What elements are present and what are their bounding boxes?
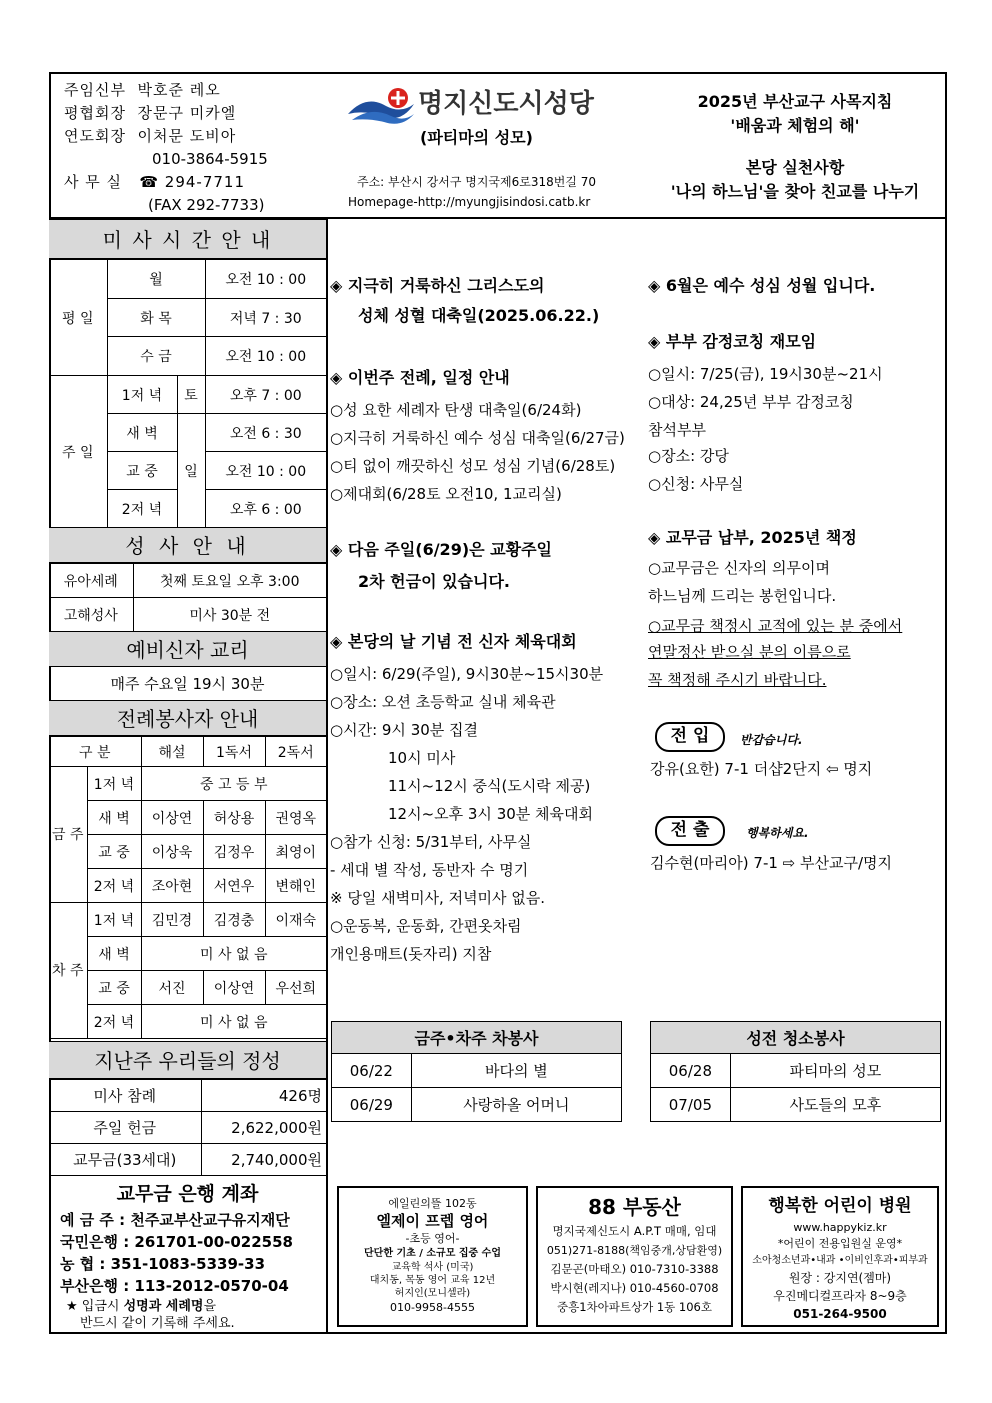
ad-line: 051)271-8188(책임중개,상담환영) [546, 1244, 723, 1257]
mass-time: 오후 7 : 00 [205, 376, 326, 414]
news-item: ○참가 신청: 5/31부터, 사무실 [330, 833, 532, 851]
ad-kids-hospital [741, 1186, 939, 1327]
liturgy-reader-1: 서연우 [203, 869, 265, 903]
liturgy-reader-2: 변해인 [265, 869, 326, 903]
news-heading: ◈ 이번주 전례, 일정 안내 [330, 368, 510, 387]
liturgy-mass: 새 벽 [87, 937, 141, 971]
tea-group: 바다의 별 [411, 1054, 621, 1088]
sacrament-key: 고해성사 [49, 598, 133, 632]
tea-title: 금주•차주 차봉사 [332, 1022, 622, 1054]
mass-time: 오후 6 : 00 [205, 490, 326, 528]
sunday-label: 주 일 [49, 376, 107, 528]
ad-line: 김문곤(마태오) 010-7310-3388 [550, 1262, 719, 1276]
move-in-greeting: 반갑습니다. [740, 733, 803, 747]
news-item: ○신청: 사무실 [648, 475, 744, 493]
ad-line: 원장 : 강지연(젬마) [788, 1271, 892, 1285]
news-item: - 세대 별 작성, 동반자 수 명기 [330, 861, 529, 879]
guide-line-2: '배움과 체험의 해' [730, 116, 860, 135]
liturgy-mass: 2저 녁 [87, 1005, 141, 1039]
sacrament-title: 성 사 안 내 [49, 527, 326, 563]
news-item: ○교무금은 신자의 의무이며 [648, 559, 831, 577]
tea-service-table [331, 1021, 622, 1122]
liturgy-reader-2: 권영옥 [265, 801, 326, 835]
this-week-label: 금 주 [49, 767, 87, 903]
practice-line-1: 본당 실천사항 [745, 158, 845, 177]
news-item: 참석부부 [648, 421, 706, 439]
office-row: 사 무 실 ☎ 294-7711 [64, 173, 245, 191]
move-out-badge: 전 출 [655, 816, 725, 846]
news-heading: ◈ 교무금 납부, 2025년 책정 [648, 528, 857, 547]
mass-time: 오전 10 : 00 [205, 337, 326, 376]
news-heading: ◈ 지극히 거룩하신 그리스도의 [330, 276, 545, 295]
move-out-greeting: 행복하세요. [746, 826, 809, 840]
next-week-label: 차 주 [49, 903, 87, 1039]
news-heading: ◈ 부부 감정코칭 재모임 [648, 332, 817, 351]
ad-line: 단단한 기초 / 소규모 집중 수업 [364, 1248, 501, 1259]
news-item: ○일시: 6/29(주일), 9시30분~15시30분 [330, 665, 604, 683]
news-item: 10시 미사 [388, 749, 456, 767]
ad-line: 010-9958-4555 [390, 1301, 475, 1314]
news-item: 12시~오후 3시 30분 체육대회 [388, 805, 594, 823]
liturgy-merged: 중 고 등 부 [141, 767, 326, 801]
church-logo-icon [346, 84, 416, 126]
liturgy-header: 2독서 [265, 737, 326, 767]
ad-line: -초등 영어- [405, 1232, 460, 1245]
church-address: 주소: 부산시 강서구 명지국제6로318번길 70 [357, 175, 596, 189]
mass-time: 저녁 7 : 30 [205, 299, 326, 337]
ad-line: 88 부동산 [588, 1195, 681, 1219]
staff-row-3: 연도회장 이처문 도비아 [64, 127, 237, 145]
news-item: ○교무금 책정시 교적에 있는 분 중에서 [648, 617, 903, 635]
liturgy-mass: 교 중 [87, 835, 141, 869]
ad-line: *어린이 전용입원실 운영* [777, 1237, 903, 1250]
office-fax: (FAX 292-7733) [148, 196, 265, 214]
liturgy-reader-1: 허상용 [203, 801, 265, 835]
news-item: ※ 당일 새벽미사, 저녁미사 없음. [330, 889, 546, 907]
news-item: 연말정산 받으실 분의 이름으로 [648, 643, 851, 661]
news-item: ○시간: 9시 30분 집결 [330, 721, 479, 739]
liturgy-reader-2: 우선희 [265, 971, 326, 1005]
liturgy-table [49, 736, 326, 1039]
yeondo-phone: 010-3864-5915 [152, 150, 268, 168]
ad-line: 에일린의뜰 102동 [388, 1197, 477, 1210]
liturgy-header: 1독서 [203, 737, 265, 767]
ad-english-academy [337, 1186, 528, 1327]
ad-line: 명지국제신도시 A.P.T 매매, 임대 [552, 1224, 717, 1238]
ad-line: 051-264-9500 [793, 1307, 887, 1321]
bank-row: 부산은행 : 113-2012-0570-04 [60, 1277, 289, 1295]
liturgy-title: 전례봉사자 안내 [49, 700, 326, 736]
mass-name: 새 벽 [107, 414, 177, 452]
mass-day: 화 목 [107, 299, 205, 337]
liturgy-reader-2: 최영이 [265, 835, 326, 869]
move-in-badge: 전 입 [655, 722, 725, 752]
liturgy-commentator: 이상연 [141, 801, 203, 835]
news-heading: 성체 성혈 대축일(2025.06.22.) [358, 306, 600, 325]
sacrament-value: 첫째 토요일 오후 3:00 [133, 564, 326, 598]
catechumen-title: 예비신자 교리 [49, 631, 326, 667]
liturgy-merged: 미 사 없 음 [141, 937, 326, 971]
clean-date: 07/05 [651, 1088, 731, 1122]
news-item: 개인용매트(돗자리) 지참 [330, 945, 492, 963]
mass-schedule-table [49, 259, 326, 528]
ad-line: 박시현(레지나) 010-4560-0708 [550, 1281, 719, 1295]
move-out-text: 김수현(마리아) 7-1 ⇨ 부산교구/명지 [650, 854, 893, 872]
liturgy-commentator: 서진 [141, 971, 203, 1005]
ad-line: www.happykiz.kr [793, 1221, 887, 1234]
ad-line: 중흥1차아파트상가 1동 106호 [557, 1300, 712, 1314]
offering-key: 교무금(33세대) [49, 1144, 201, 1176]
ad-real-estate [536, 1186, 733, 1327]
left-column-divider [326, 217, 328, 1334]
staff-row-1: 주임신부 박호준 레오 [64, 81, 221, 99]
clean-group: 사도들의 모후 [730, 1088, 940, 1122]
liturgy-reader-1: 이상연 [203, 971, 265, 1005]
news-heading: ◈ 본당의 날 기념 전 신자 체육대회 [330, 632, 577, 651]
liturgy-mass: 교 중 [87, 971, 141, 1005]
offering-value: 426명 [201, 1080, 326, 1112]
liturgy-commentator: 이상욱 [141, 835, 203, 869]
news-item: ○지극히 거룩하신 예수 성심 대축일(6/27금) [330, 429, 625, 447]
liturgy-reader-1: 김정우 [203, 835, 265, 869]
news-item: ○장소: 오션 초등학교 실내 체육관 [330, 693, 556, 711]
bank-row: 국민은행 : 261701-00-022558 [60, 1233, 293, 1251]
liturgy-header: 해설 [141, 737, 203, 767]
bank-title: 교무금 은행 계좌 [116, 1183, 259, 1205]
tea-group: 사랑하올 어머니 [411, 1088, 621, 1122]
saturday-mark: 토 [177, 376, 205, 414]
church-subtitle: (파티마의 성모) [420, 128, 533, 147]
tea-date: 06/29 [332, 1088, 412, 1122]
mass-name: 1저 녁 [107, 376, 177, 414]
ad-line: 우진메디컬프라자 8~9층 [773, 1289, 907, 1303]
news-heading: ◈ 6월은 예수 성심 성월 입니다. [648, 276, 876, 295]
clean-date: 06/28 [651, 1054, 731, 1088]
ad-line: 행복한 어린이 병원 [768, 1196, 912, 1216]
news-item: 하느님께 드리는 봉헌입니다. [648, 587, 837, 605]
liturgy-header: 구 분 [49, 737, 141, 767]
ad-line: 소아청소년과•내과 •이비인후과•피부과 [752, 1255, 928, 1266]
liturgy-commentator: 김민경 [141, 903, 203, 937]
mass-title: 미 사 시 간 안 내 [49, 219, 326, 259]
bank-row: 예 금 주 : 천주교부산교구유지재단 [60, 1211, 290, 1229]
liturgy-mass: 1저 녁 [87, 903, 141, 937]
mass-name: 2저 녁 [107, 490, 177, 528]
offering-key: 미사 참례 [49, 1080, 201, 1112]
tea-date: 06/22 [332, 1054, 412, 1088]
news-item: 꼭 책정해 주시기 바랍니다. [648, 671, 827, 689]
news-item: 11시~12시 중식(도시락 제공) [388, 777, 591, 795]
clean-service-table [650, 1021, 941, 1122]
practice-line-2: '나의 하느님'을 찾아 친교를 나누기 [670, 182, 920, 201]
news-item: ○성 요한 세례자 탄생 대축일(6/24화) [330, 401, 582, 419]
offering-value: 2,622,000원 [201, 1112, 326, 1144]
mass-time: 오전 10 : 00 [205, 260, 326, 299]
clean-title: 성전 청소봉사 [651, 1022, 941, 1054]
offering-title: 지난주 우리들의 정성 [49, 1041, 326, 1079]
sacrament-table [49, 563, 326, 632]
church-name: 명지신도시성당 [418, 89, 594, 119]
news-item: ○운동복, 운동화, 간편옷차림 [330, 917, 522, 935]
weekday-label: 평 일 [49, 260, 107, 376]
news-item: ○티 없이 깨끗하신 성모 성심 기념(6/28토) [330, 457, 616, 475]
mass-time: 오전 6 : 30 [205, 414, 326, 452]
liturgy-reader-2: 이재숙 [265, 903, 326, 937]
ad-line: 허지인(모니셀라) [394, 1288, 471, 1299]
sacrament-value: 미사 30분 전 [133, 598, 326, 632]
liturgy-merged: 미 사 없 음 [141, 1005, 326, 1039]
ad-line: 교육학 석사 (미국) [391, 1262, 474, 1273]
liturgy-reader-1: 김경충 [203, 903, 265, 937]
bank-note-2: 반드시 같이 기록해 주세요. [80, 1316, 235, 1331]
move-in-text: 강유(요한) 7-1 더샵2단지 ⇦ 명지 [650, 760, 873, 778]
liturgy-mass: 1저 녁 [87, 767, 141, 801]
news-heading: ◈ 다음 주일(6/29)은 교황주일 [330, 540, 552, 559]
news-item: ○일시: 7/25(금), 19시30분~21시 [648, 365, 883, 383]
bank-row: 농 협 : 351-1083-5339-33 [60, 1255, 266, 1273]
mass-day: 월 [107, 260, 205, 299]
bank-note-1: ★ 입금시 성명과 세례명을 [66, 1299, 217, 1314]
ad-line: 대치동, 목동 영어 교육 12년 [369, 1275, 496, 1286]
news-item: ○장소: 강당 [648, 447, 729, 465]
clean-group: 파티마의 성모 [730, 1054, 940, 1088]
ad-line: 엘제이 프렙 영어 [376, 1212, 489, 1230]
offering-value: 2,740,000원 [201, 1144, 326, 1176]
mass-day: 수 금 [107, 337, 205, 376]
mass-name: 교 중 [107, 452, 177, 490]
catechumen-text: 매주 수요일 19시 30분 [110, 675, 265, 693]
news-heading: 2차 헌금이 있습니다. [358, 572, 510, 591]
mass-time: 오전 10 : 00 [205, 452, 326, 490]
news-item: ○대상: 24,25년 부부 감정코칭 [648, 393, 854, 411]
liturgy-mass: 2저 녁 [87, 869, 141, 903]
church-homepage[interactable]: Homepage-http://myungjisindosi.catb.kr [348, 195, 591, 209]
news-item: ○제대회(6/28토 오전10, 1교리실) [330, 485, 562, 503]
offering-table [49, 1079, 326, 1176]
guide-line-1: 2025년 부산교구 사목지침 [697, 92, 893, 111]
offering-key: 주일 헌금 [49, 1112, 201, 1144]
liturgy-commentator: 조아현 [141, 869, 203, 903]
liturgy-mass: 새 벽 [87, 801, 141, 835]
sacrament-key: 유아세례 [49, 564, 133, 598]
staff-row-2: 평협회장 장문구 미카엘 [64, 104, 237, 122]
sunday-mark: 일 [177, 414, 205, 528]
